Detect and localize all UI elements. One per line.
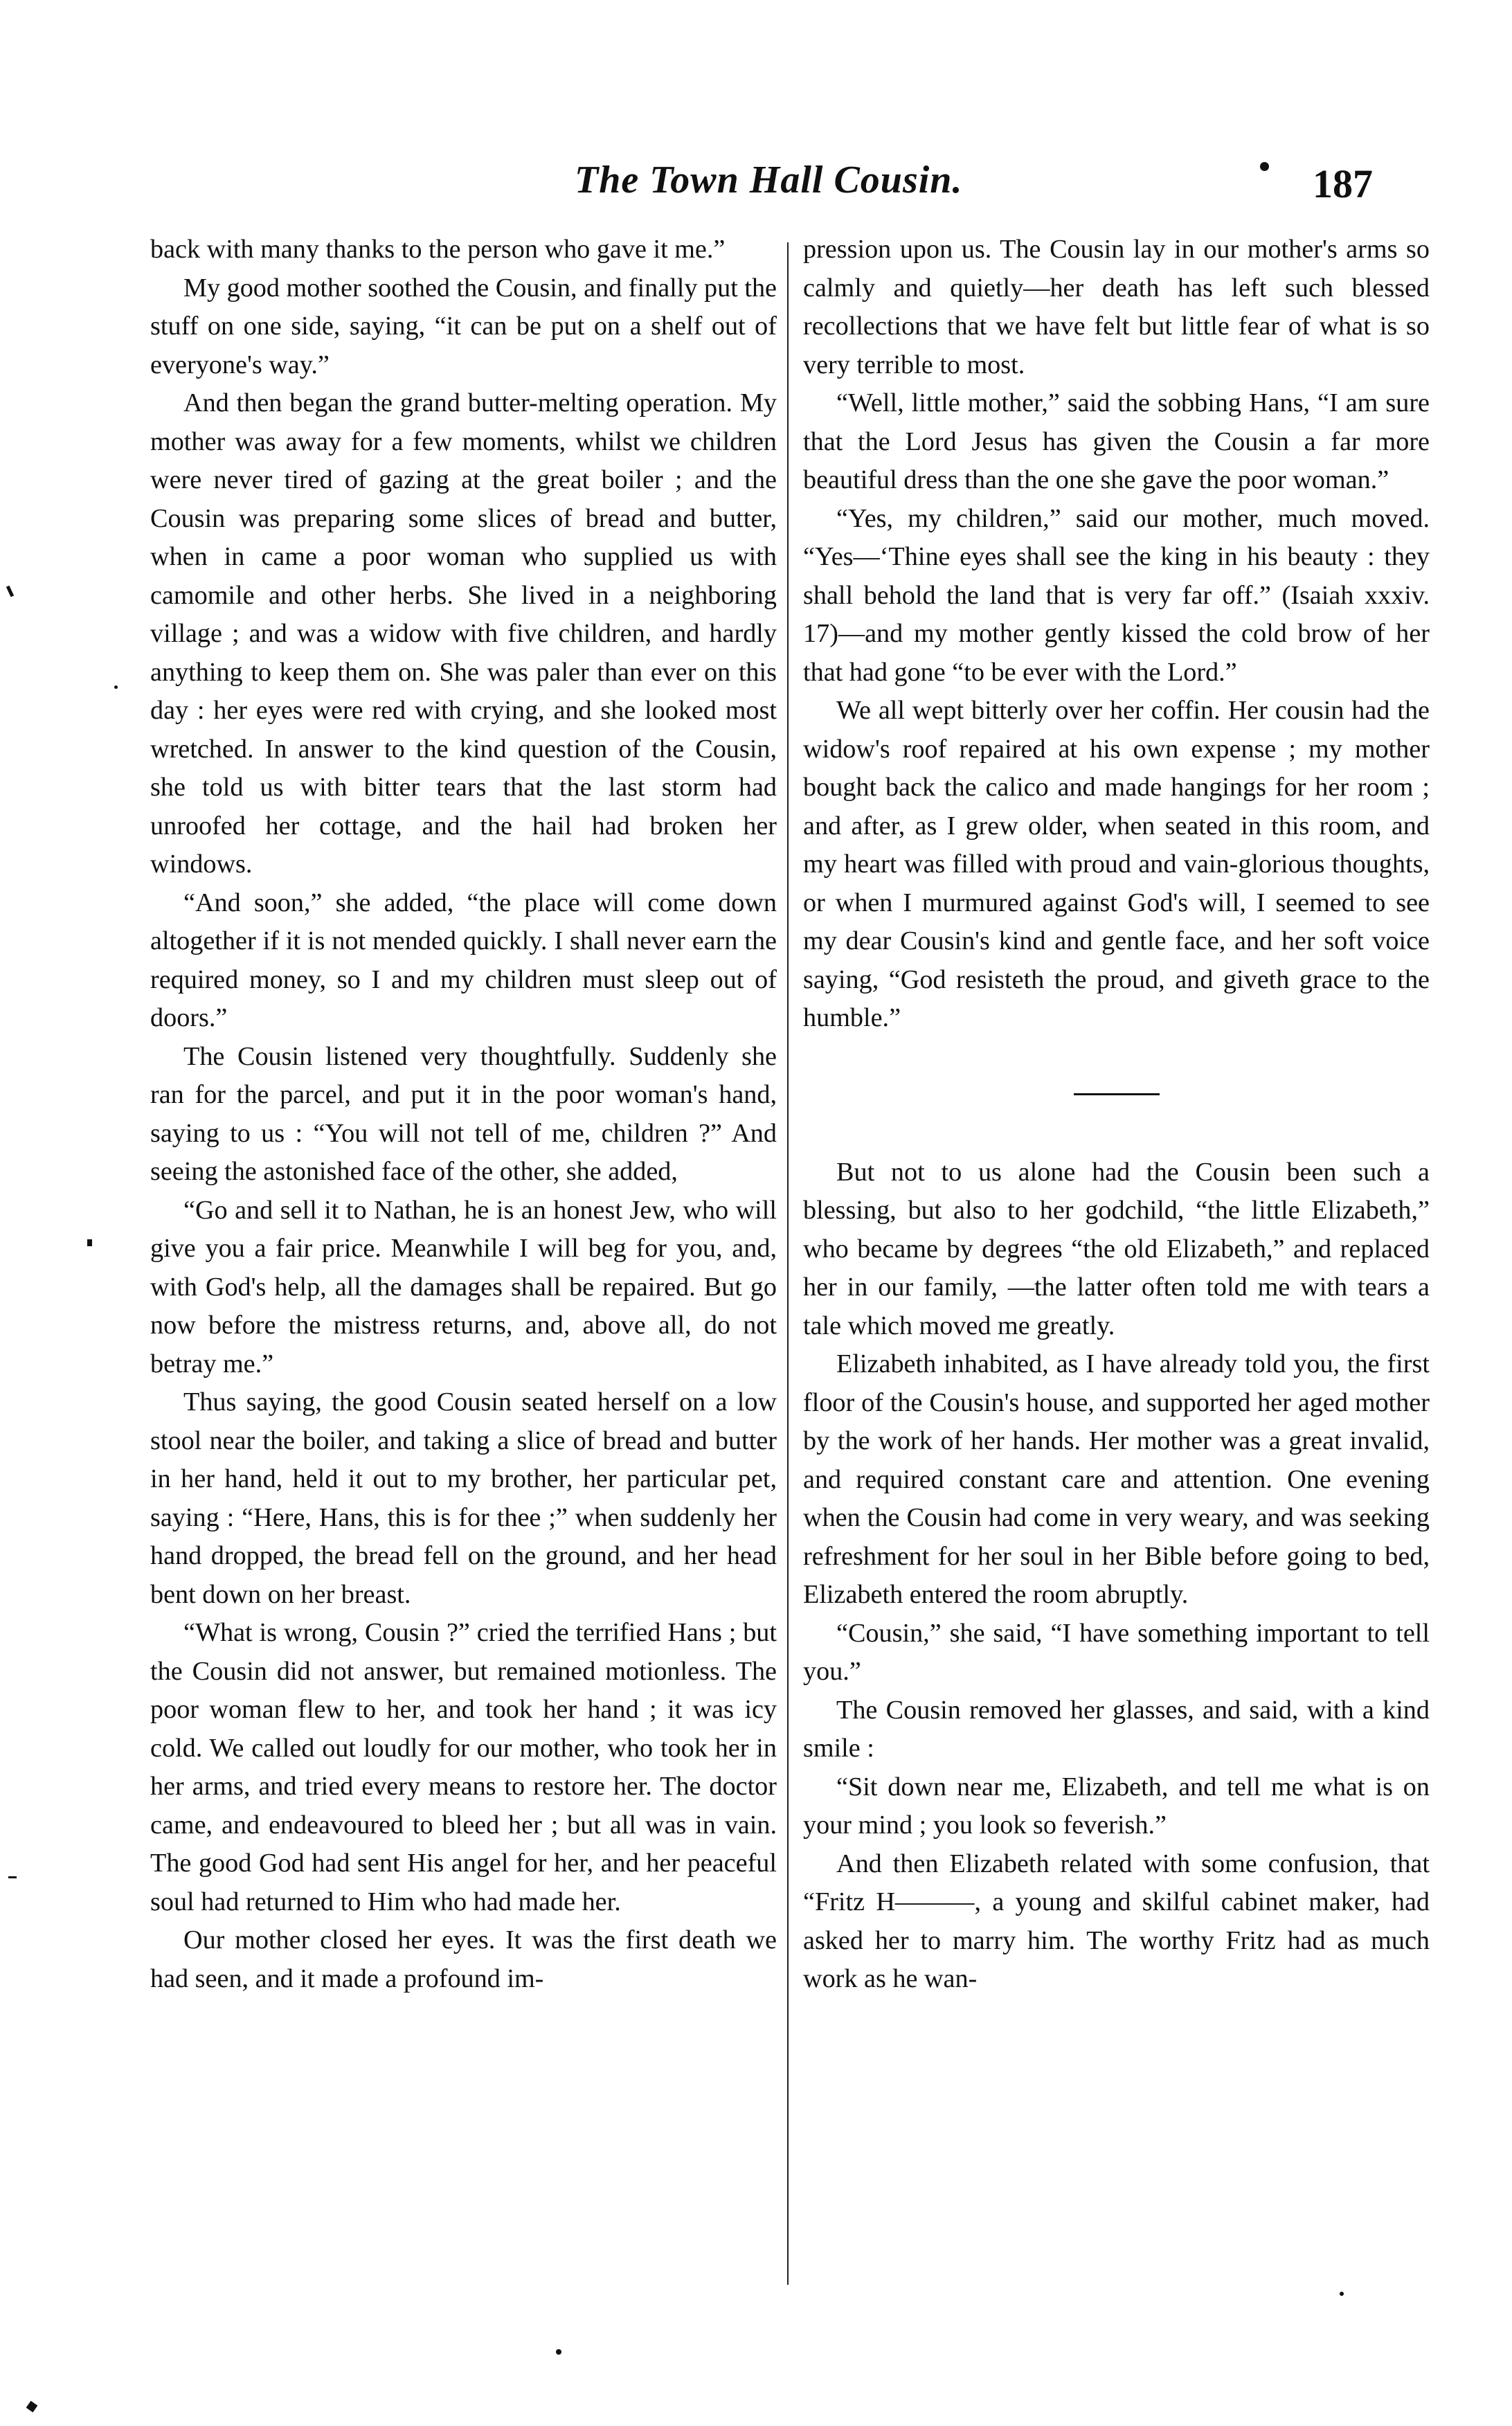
ink-speck [556, 2349, 561, 2355]
paragraph: “What is wrong, Cousin ?” cried the terrified Hans ; but the Cousin did not answer, but remained motionless. The poor woman flew to her, and took her hand ; it was icy cold. We called out loudly for our mother, who took her in her arms, and tried every means to restore her. The doctor came, and endeavoured to bleed her ; but all was in vain. The good God had sent His angel for her, and her peaceful soul had returned to Him who had made her. [150, 1618, 777, 1916]
paragraph: And then began the grand butter-melting operation. My mother was away for a few moments, whilst we children were never tired of gazing at the great boiler ; and the Cousin was preparing some slices of bread and butter, when in came a poor woman who supplied us with camomile and other herbs. She lived in a neighboring village ; and was a widow with five children, and hardly anything to keep them on. She was paler than ever on this day : her eyes were red with crying, and she looked most wretched. In answer to the kind question of the Cousin, she told us with bitter tears that the last storm had unroofed her cottage, and the hail had broken her windows. [150, 388, 777, 879]
paragraph: We all wept bitterly over her coffin. Her cousin had the widow's roof repaired at his own expense ; my mother bought back the calico and made hangings for her room ; and after, as I grew older, when seated in this room, and my heart was filled with proud and vain-glorious thoughts, or when I murmured against God's will, I seemed to see my dear Cousin's kind and gentle face, and her soft voice saying, “God resisteth the proud, and giveth grace to the humble.” [803, 696, 1430, 1032]
paragraph: “Cousin,” she said, “I have something important to tell you.” [803, 1618, 1430, 1686]
right-column [803, 231, 1430, 1999]
paragraph: “And soon,” she added, “the place will come down altogether if it is not mended quickly. I shall never earn the required money, so I and my children must sleep out of doors.” [150, 888, 777, 1032]
ink-speck [1340, 2292, 1344, 2296]
ink-speck [114, 685, 118, 689]
section-rule [1074, 1093, 1160, 1095]
paragraph: My good mother soothed the Cousin, and finally put the stuff on one side, saying, “it can be put on a shelf out of everyone's way.” [150, 273, 777, 379]
paragraph: And then Elizabeth related with some confusion, that “Fritz H———, a young and skilful cabinet maker, had asked her to marry him. The worthy Fritz had as much work as he wan- [803, 1849, 1430, 1993]
left-column [150, 231, 777, 1998]
page-header [0, 0, 1512, 228]
column-divider [787, 242, 789, 2285]
page-number: 187 [1313, 161, 1373, 206]
paragraph: But not to us alone had the Cousin been such a blessing, but also to her godchild, “the little Elizabeth,” who became by degrees “the old Elizabeth,” and replaced her in our family, —the latter often told me with tears a tale which moved me greatly. [803, 1157, 1430, 1340]
paragraph: “Yes, my children,” said our mother, much moved. “Yes—‘Thine eyes shall see the king in his beauty : they shall behold the land that is very far off.” (Isaiah xxxiv. 17)—and my mother gently kissed the cold brow of her that had gone “to be ever with the Lord.” [803, 503, 1430, 687]
ink-speck [87, 1239, 92, 1246]
paragraph: The Cousin removed her glasses, and said, with a kind smile : [803, 1695, 1430, 1763]
ink-speck [8, 1876, 17, 1878]
paragraph: Thus saying, the good Cousin seated herself on a low stool near the boiler, and taking a slice of bread and butter in her hand, held it out to my brother, her particular pet, saying : “Here, Hans, this is for thee ;” when suddenly her hand dropped, the bread fell on the ground, and her head bent down on her breast. [150, 1387, 777, 1609]
paragraph: pression upon us. The Cousin lay in our mother's arms so calmly and quietly—her death has left such blessed recollections that we have felt but little fear of what is so very terrible to most. [803, 235, 1430, 379]
paragraph: back with many thanks to the person who gave it me.” [150, 235, 726, 264]
ink-speck [26, 2401, 38, 2413]
paragraph: Elizabeth inhabited, as I have already told you, the first floor of the Cousin's house, and supported her aged mother by the work of her hands. Her mother was a great invalid, and required constant care and attention. One evening when the Cousin had come in very weary, and was seeking refreshment for her soul in her Bible before going to bed, Elizabeth entered the room abruptly. [803, 1349, 1430, 1609]
paragraph: “Well, little mother,” said the sobbing Hans, “I am sure that the Lord Jesus has given the Cousin a far more beautiful dress than the one she gave the poor woman.” [803, 388, 1430, 494]
running-title: The Town Hall Cousin. [575, 159, 963, 201]
paragraph: “Go and sell it to Nathan, he is an honest Jew, who will give you a fair price. Meanwhile I will beg for you, and, with God's help, all the damages shall be repaired. But go now before the mistress returns, and, above all, do not betray me.” [150, 1195, 777, 1378]
ink-dot [1260, 162, 1269, 171]
paragraph: “Sit down near me, Elizabeth, and tell me what is on your mind ; you look so feverish.” [803, 1772, 1430, 1840]
paragraph: Our mother closed her eyes. It was the first death we had seen, and it made a profound im- [150, 1925, 777, 1993]
paragraph: The Cousin listened very thoughtfully. Suddenly she ran for the parcel, and put it in the poor woman's hand, saying to us : “You will not tell of me, children ?” And seeing the astonished face of the other, she added, [150, 1041, 777, 1186]
ink-speck [6, 586, 14, 597]
